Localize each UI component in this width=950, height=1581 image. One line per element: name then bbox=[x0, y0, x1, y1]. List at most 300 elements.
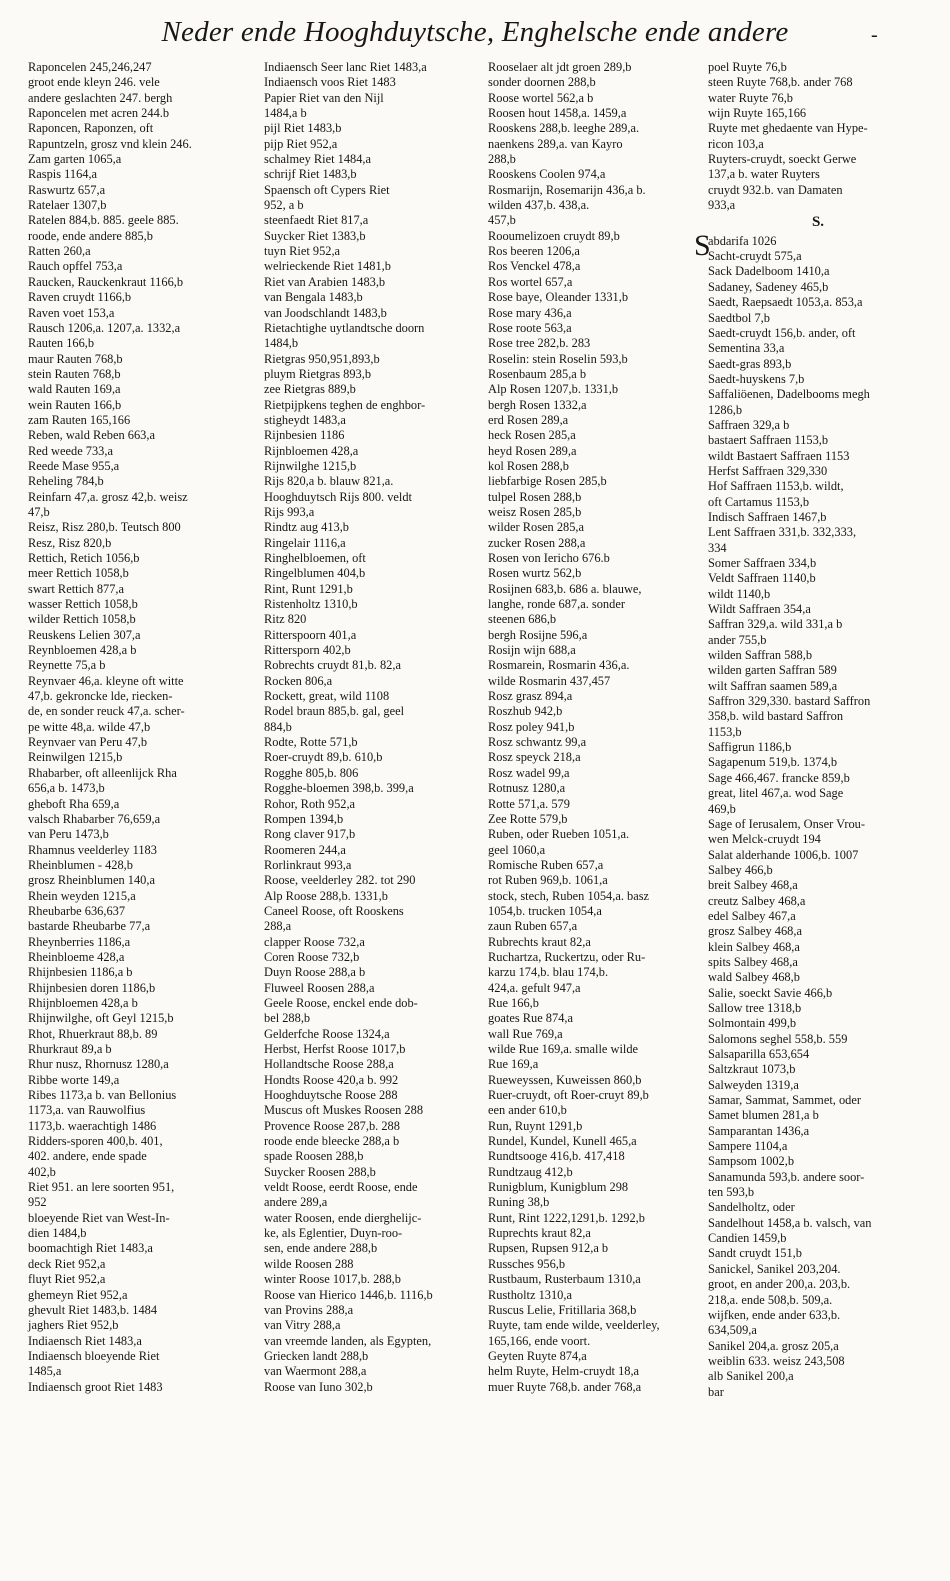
index-entry: Reinfarn 47,a. grosz 42,b. weisz bbox=[28, 489, 188, 504]
index-entry: Rooselaer alt jdt groen 289,b bbox=[488, 60, 632, 74]
index-entry: naenkens 289,a. van Kayro bbox=[488, 136, 623, 151]
index-entry: Rijnwilghe 1215,b bbox=[264, 458, 357, 473]
index-entry: Saffran 329,a. wild 331,a b bbox=[708, 617, 843, 632]
index-entry: de, en sonder reuck 47,a. scher- bbox=[28, 704, 185, 719]
index-entry: van vreemde landen, als Egypten, bbox=[264, 1333, 432, 1348]
index-entry: Sanamunda 593,b. andere soor- bbox=[708, 1169, 865, 1184]
index-entry: Run, Ruynt 1291,b bbox=[488, 1118, 583, 1133]
index-entry: Suycker Riet 1383,b bbox=[264, 228, 366, 243]
index-entry: Reisz, Risz 280,b. Teutsch 800 bbox=[28, 520, 181, 535]
index-entry: Ribbe worte 149,a bbox=[28, 1072, 120, 1087]
index-entry: tuyn Riet 952,a bbox=[264, 244, 341, 259]
index-entry: langhe, ronde 687,a. sonder bbox=[488, 597, 625, 612]
index-entry: Roer-cruydt 89,b. 610,b bbox=[264, 750, 383, 765]
index-entry: 1054,b. trucken 1054,a bbox=[488, 903, 602, 918]
index-entry: andere geslachten 247. bergh bbox=[28, 90, 173, 105]
index-entry: Ros beeren 1206,a bbox=[488, 244, 580, 259]
index-entry: Rodel braun 885,b. gal, geel bbox=[264, 704, 405, 719]
index-entry: Samar, Sammat, Sammet, oder bbox=[708, 1093, 861, 1108]
index-entry: Rijnbesien 1186 bbox=[264, 428, 345, 443]
index-entry: Ringhelbloemen, oft bbox=[264, 551, 366, 565]
index-entry: groot, en ander 200,a. 203,b. bbox=[708, 1277, 851, 1292]
index-entry: wildt 1140,b bbox=[708, 586, 771, 601]
index-entry: Sementina 33,a bbox=[708, 341, 785, 356]
index-entry: Rhur nusz, Rhornusz 1280,a bbox=[28, 1057, 169, 1072]
header-mark: - bbox=[871, 24, 878, 46]
index-entry: Salweyden 1319,a bbox=[708, 1077, 799, 1092]
index-entry: 402,b bbox=[28, 1164, 56, 1179]
index-entry: Rosen wurtz 562,b bbox=[488, 566, 582, 581]
index-entry: erd Rosen 289,a bbox=[488, 412, 569, 427]
index-entry: 218,a. ende 508,b. 509,a. bbox=[708, 1292, 833, 1307]
index-entry: Saffron 329,330. bastard Saffron bbox=[708, 694, 871, 709]
index-entry: Rittersporn 402,b bbox=[264, 643, 351, 658]
index-entry: Rundtsooge 416,b. 417,418 bbox=[488, 1149, 625, 1164]
index-entry: Hooghduytsche Roose 288 bbox=[264, 1088, 398, 1103]
index-entry: Rhijnwilghe, oft Geyl 1215,b bbox=[28, 1011, 174, 1026]
index-entry: Reinwilgen 1215,b bbox=[28, 750, 123, 765]
index-entry: Rompen 1394,b bbox=[264, 811, 344, 826]
index-entry: Saedt-gras 893,b bbox=[708, 356, 792, 371]
index-entry: Rijnbloemen 428,a bbox=[264, 443, 359, 458]
index-entry: klein Salbey 468,a bbox=[708, 939, 800, 954]
index-entry: Raspis 1164,a bbox=[28, 167, 98, 182]
index-entry: Candien 1459,b bbox=[708, 1231, 787, 1246]
index-entry: Roose, veelderley 282. tot 290 bbox=[264, 873, 416, 888]
index-entry: 1484,b bbox=[264, 336, 299, 351]
index-entry: Ratten 260,a bbox=[28, 244, 91, 259]
index-entry: clapper Roose 732,a bbox=[264, 934, 365, 949]
index-entry: bergh Rosen 1332,a bbox=[488, 397, 587, 412]
index-entry: Rhein weyden 1215,a bbox=[28, 888, 136, 903]
index-entry: Rotnusz 1280,a bbox=[488, 781, 566, 796]
index-entry: bel 288,b bbox=[264, 1011, 311, 1026]
index-entry: Rijs 993,a bbox=[264, 504, 315, 519]
index-entry: Zee Rotte 579,b bbox=[488, 811, 568, 826]
index-entry: welrieckende Riet 1481,b bbox=[264, 259, 391, 274]
index-entry: valsch Rhabarber 76,659,a bbox=[28, 811, 161, 826]
index-entry: 1153,b bbox=[708, 724, 742, 739]
index-entry: Ribes 1173,a b. van Bellonius bbox=[28, 1088, 177, 1103]
index-entry: Rapuntzeln, grosz vnd klein 246. bbox=[28, 136, 192, 151]
index-entry: wildt Bastaert Saffraen 1153 bbox=[708, 448, 850, 463]
index-entry: creutz Salbey 468,a bbox=[708, 893, 806, 908]
index-entry: Ros wortel 657,a bbox=[488, 274, 573, 289]
index-entry: Rue 169,a bbox=[488, 1057, 539, 1072]
index-entry: great, litel 467,a. wod Sage bbox=[708, 786, 844, 801]
index-entry: Saedt-huyskens 7,b bbox=[708, 371, 805, 386]
index-entry: stein Rauten 768,b bbox=[28, 366, 121, 381]
index-entry: ghemeyn Riet 952,a bbox=[28, 1287, 128, 1302]
index-entry: Rausch 1206,a. 1207,a. 1332,a bbox=[28, 320, 181, 335]
index-entry: Rhurkraut 89,a b bbox=[28, 1042, 112, 1056]
index-entry: zee Rietgras 889,b bbox=[264, 382, 356, 397]
index-entry: Rupsen, Rupsen 912,a b bbox=[488, 1241, 609, 1256]
index-entry: Fluweel Roosen 288,a bbox=[264, 980, 375, 995]
index-entry: ten 593,b bbox=[708, 1185, 755, 1200]
index-entry: bar bbox=[708, 1384, 724, 1399]
index-entry: 165,166, ende voort. bbox=[488, 1333, 591, 1348]
index-entry: Indiaensch Seer lanc Riet 1483,a bbox=[264, 60, 427, 74]
index-entry: Rocken 806,a bbox=[264, 673, 333, 688]
index-entry: schalmey Riet 1484,a bbox=[264, 152, 372, 167]
index-entry: maur Rauten 768,b bbox=[28, 351, 123, 366]
index-entry: muer Ruyte 768,b. ander 768,a bbox=[488, 1379, 642, 1394]
index-entry: Hooghduytsch Rijs 800. veldt bbox=[264, 489, 412, 504]
index-entry: Runing 38,b bbox=[488, 1195, 550, 1210]
index-entry: zam Rauten 165,166 bbox=[28, 412, 131, 427]
index-entry: groot ende kleyn 246. vele bbox=[28, 75, 160, 90]
index-entry: Resz, Risz 820,b bbox=[28, 535, 112, 550]
index-entry: ricon 103,a bbox=[708, 136, 764, 151]
index-entry: spade Roosen 288,b bbox=[264, 1149, 364, 1164]
index-entry: Salsaparilla 653,654 bbox=[708, 1047, 810, 1061]
index-entry: heck Rosen 285,a bbox=[488, 428, 576, 443]
index-entry: Indiaensch bloeyende Riet bbox=[28, 1348, 160, 1363]
index-entry: Indiaensch Riet 1483,a bbox=[28, 1333, 142, 1348]
index-entry: Somer Saffraen 334,b bbox=[708, 556, 817, 570]
index-entry: Hollandtsche Roose 288,a bbox=[264, 1057, 394, 1072]
index-entry: Rheubarbe 636,637 bbox=[28, 903, 126, 918]
index-entry: van Bengala 1483,b bbox=[264, 290, 363, 305]
index-entry: Geyten Ruyte 874,a bbox=[488, 1348, 587, 1363]
index-entry: Salbey 466,b bbox=[708, 862, 773, 877]
index-entry: ke, als Eglentier, Duyn-roo- bbox=[264, 1226, 403, 1241]
index-entry: Rooskens 288,b. leeghe 289,a. bbox=[488, 121, 640, 136]
index-column-2 bbox=[264, 60, 471, 1572]
index-entry: wilder Rettich 1058,b bbox=[28, 612, 136, 627]
index-entry: Raven voet 153,a bbox=[28, 305, 115, 320]
index-entry: Rohor, Roth 952,a bbox=[264, 796, 356, 811]
index-entry: Ruer-cruydt, oft Roer-cruyt 89,b bbox=[488, 1088, 649, 1103]
index-entry: water Ruyte 76,b bbox=[708, 90, 793, 105]
index-entry: Papier Riet van den Nijl bbox=[264, 90, 384, 105]
index-entry: Raponcelen 245,246,247 bbox=[28, 60, 152, 74]
index-entry: Saedt, Raepsaedt 1053,a. 853,a bbox=[708, 295, 863, 310]
index-entry: Rhijnbesien doren 1186,b bbox=[28, 980, 156, 995]
index-entry: Ros Venckel 478,a bbox=[488, 259, 581, 274]
index-entry: Sadaney, Sadeney 465,b bbox=[708, 279, 829, 294]
index-entry: Indisch Saffraen 1467,b bbox=[708, 509, 827, 524]
index-entry: dien 1484,b bbox=[28, 1226, 87, 1241]
index-entry: wilden Saffran 588,b bbox=[708, 648, 813, 663]
index-entry: Ruyte, tam ende wilde, veelderley, bbox=[488, 1318, 660, 1333]
index-entry: ghevult Riet 1483,b. 1484 bbox=[28, 1302, 158, 1317]
index-entry: bastaert Saffraen 1153,b bbox=[708, 433, 829, 448]
index-entry: Rietpijpkens teghen de enghbor- bbox=[264, 397, 426, 412]
index-entry: Rheynberries 1186,a bbox=[28, 934, 131, 949]
index-entry: Raswurtz 657,a bbox=[28, 182, 106, 197]
index-entry: Rosz speyck 218,a bbox=[488, 750, 581, 765]
index-entry: Ruben, oder Rueben 1051,a. bbox=[488, 827, 630, 842]
index-entry: Reynvaer van Peru 47,b bbox=[28, 735, 148, 750]
index-entry: Rauch opffel 753,a bbox=[28, 259, 123, 274]
index-entry: Sack Dadelboom 1410,a bbox=[708, 264, 830, 279]
index-entry: Runt, Rint 1222,1291,b. 1292,b bbox=[488, 1210, 645, 1225]
index-entry: geel 1060,a bbox=[488, 842, 546, 857]
index-entry: Rundtzaug 412,b bbox=[488, 1164, 573, 1179]
index-entry: Alp Rosen 1207,b. 1331,b bbox=[488, 382, 619, 397]
index-entry: alb Sanikel 200,a bbox=[708, 1369, 794, 1384]
index-entry: Rhijnbesien 1186,a b bbox=[28, 965, 133, 980]
index-entry: steen Ruyte 768,b. ander 768 bbox=[708, 75, 853, 90]
index-entry: Rietgras 950,951,893,b bbox=[264, 351, 380, 366]
index-entry: Rodte, Rotte 571,b bbox=[264, 735, 358, 750]
index-entry: Sallow tree 1318,b bbox=[708, 1000, 802, 1015]
index-entry: Provence Roose 287,b. 288 bbox=[264, 1118, 400, 1133]
index-entry: Reheling 784,b bbox=[28, 474, 104, 489]
index-entry: Raven cruydt 1166,b bbox=[28, 290, 132, 305]
index-entry: Ruprechts kraut 82,a bbox=[488, 1226, 591, 1241]
index-entry: van Waermont 288,a bbox=[264, 1364, 367, 1379]
index-entry: Rundel, Kundel, Kunell 465,a bbox=[488, 1134, 637, 1149]
index-entry: pe witte 48,a. wilde 47,b bbox=[28, 719, 151, 734]
index-entry: Herbst, Herfst Roose 1017,b bbox=[264, 1042, 406, 1056]
index-entry: Ritterspoorn 401,a bbox=[264, 627, 357, 642]
index-entry: Rosenbaum 285,a b bbox=[488, 366, 587, 381]
index-entry: 469,b bbox=[708, 801, 736, 816]
index-entry: Raucken, Rauckenkraut 1166,b bbox=[28, 274, 184, 289]
index-entry: Ratelaer 1307,b bbox=[28, 198, 107, 213]
index-entry: Saffigrun 1186,b bbox=[708, 740, 792, 755]
index-entry: grosz Salbey 468,a bbox=[708, 924, 802, 939]
index-entry: veldt Roose, eerdt Roose, ende bbox=[264, 1180, 418, 1195]
index-entry: Ringelair 1116,a bbox=[264, 535, 346, 550]
index-entry: gheboft Rha 659,a bbox=[28, 796, 120, 811]
index-entry: andere 289,a bbox=[264, 1195, 328, 1210]
index-entry: 952 bbox=[28, 1195, 47, 1210]
index-entry: Rhot, Rhuerkraut 88,b. 89 bbox=[28, 1026, 158, 1041]
index-entry: Rose roote 563,a bbox=[488, 320, 572, 335]
index-entry: Wildt Saffraen 354,a bbox=[708, 602, 811, 617]
index-entry: Rockett, great, wild 1108 bbox=[264, 689, 390, 704]
index-entry: Rueweyssen, Kuweissen 860,b bbox=[488, 1072, 642, 1087]
index-entry: Ruchartza, Ruckertzu, oder Ru- bbox=[488, 949, 646, 964]
index-entry: Rindtz aug 413,b bbox=[264, 520, 350, 535]
index-entry: pijl Riet 1483,b bbox=[264, 121, 342, 136]
index-entry: Spaensch oft Cypers Riet bbox=[264, 182, 390, 197]
index-entry: Caneel Roose, oft Rooskens bbox=[264, 903, 404, 918]
index-entry: Geele Roose, enckel ende dob- bbox=[264, 995, 418, 1010]
index-entry: schrijf Riet 1483,b bbox=[264, 167, 357, 182]
index-entry: 288,b bbox=[488, 152, 516, 167]
index-entry: sen, ende andere 288,b bbox=[264, 1241, 378, 1256]
index-entry: meer Rettich 1058,b bbox=[28, 566, 129, 581]
index-entry: Rustbaum, Rusterbaum 1310,a bbox=[488, 1272, 641, 1287]
index-entry: Saltzkraut 1073,b bbox=[708, 1062, 796, 1077]
index-entry: Sacht-cruydt 575,a bbox=[708, 249, 802, 264]
index-entry: Sandelhout 1458,a b. valsch, van bbox=[708, 1215, 872, 1230]
index-entry: Ratelen 884,b. 885. geele 885. bbox=[28, 213, 179, 228]
index-entry: wasser Rettich 1058,b bbox=[28, 597, 138, 612]
index-entry: wein Rauten 166,b bbox=[28, 397, 122, 412]
index-entry: Indiaensch groot Riet 1483 bbox=[28, 1379, 163, 1394]
index-entry: Saedt-cruydt 156,b. ander, oft bbox=[708, 325, 856, 340]
index-entry: van Provins 288,a bbox=[264, 1302, 354, 1317]
index-entry: Riet van Arabien 1483,b bbox=[264, 274, 386, 289]
index-entry: Salomons seghel 558,b. 559 bbox=[708, 1031, 848, 1046]
index-entry: Ritz 820 bbox=[264, 612, 307, 627]
index-entry: swart Rettich 877,a bbox=[28, 581, 125, 596]
index-entry: Ruscus Lelie, Fritillaria 368,b bbox=[488, 1302, 637, 1317]
index-entry: Roose van Hierico 1446,b. 1116,b bbox=[264, 1287, 433, 1302]
index-entry: Rotte 571,a. 579 bbox=[488, 796, 570, 811]
index-column-3 bbox=[488, 60, 696, 1572]
index-entry: Rubrechts kraut 82,a bbox=[488, 934, 591, 949]
index-entry: heyd Rosen 289,a bbox=[488, 443, 577, 458]
index-entry: Sandt cruydt 151,b bbox=[708, 1246, 802, 1261]
index-entry: wilden 437,b. 438,a. bbox=[488, 198, 590, 213]
index-entry: bastarde Rheubarbe 77,a bbox=[28, 919, 151, 934]
index-entry: stigheydt 1483,a bbox=[264, 412, 346, 427]
index-entry: Rosz schwantz 99,a bbox=[488, 735, 587, 750]
index-entry: 1173,a. van Rauwolfius bbox=[28, 1103, 146, 1118]
index-entry: Rettich, Retich 1056,b bbox=[28, 551, 140, 565]
index-entry: Ringelblumen 404,b bbox=[264, 566, 366, 581]
index-entry: Suycker Roosen 288,b bbox=[264, 1164, 376, 1179]
index-entry: Rosen von Iericho 676.b bbox=[488, 551, 610, 565]
index-entry: tulpel Rosen 288,b bbox=[488, 489, 582, 504]
index-entry: Roomeren 244,a bbox=[264, 842, 346, 857]
index-entry: Hof Saffraen 1153,b. wildt, bbox=[708, 479, 844, 494]
index-entry: Roosen hout 1458,a. 1459,a bbox=[488, 106, 627, 121]
index-entry: weisz Rosen 285,b bbox=[488, 504, 582, 519]
page-title: Neder ende Hooghduytsche, Enghelsche ende andere bbox=[161, 16, 789, 48]
index-entry: wilde Roosen 288 bbox=[264, 1256, 354, 1271]
index-entry: 1286,b bbox=[708, 402, 743, 417]
index-entry: cruydt 932.b. van Damaten bbox=[708, 182, 843, 197]
index-entry: Romische Ruben 657,a bbox=[488, 857, 604, 872]
index-entry: Herfst Saffraen 329,330 bbox=[708, 463, 828, 478]
index-entry: 137,a b. water Ruyters bbox=[708, 167, 820, 182]
index-entry: sonder doornen 288,b bbox=[488, 75, 596, 90]
index-entry: 1173,b. waerachtigh 1486 bbox=[28, 1118, 157, 1133]
index-entry: Rosz grasz 894,a bbox=[488, 689, 573, 704]
index-entry: Griecken landt 288,b bbox=[264, 1348, 369, 1363]
index-entry: ander 755,b bbox=[708, 632, 767, 647]
index-entry: Salie, soeckt Savie 466,b bbox=[708, 985, 833, 1000]
index-entry: kol Rosen 288,b bbox=[488, 458, 569, 473]
index-entry: wilde Rue 169,a. smalle wilde bbox=[488, 1042, 639, 1056]
index-entry: grosz Rheinblumen 140,a bbox=[28, 873, 155, 888]
index-entry: 952, a b bbox=[264, 198, 304, 213]
index-entry: 47,b. gekroncke lde, riecken- bbox=[28, 689, 173, 704]
index-entry: deck Riet 952,a bbox=[28, 1256, 106, 1271]
index-entry: helm Ruyte, Helm-cruydt 18,a bbox=[488, 1364, 640, 1379]
index-entry: Rosz poley 941,b bbox=[488, 719, 575, 734]
index-entry: fluyt Riet 952,a bbox=[28, 1272, 106, 1287]
index-entry: Duyn Roose 288,a b bbox=[264, 965, 366, 980]
index-entry: Saedtbol 7,b bbox=[708, 310, 770, 325]
index-entry: 933,a bbox=[708, 198, 736, 213]
index-entry: steenfaedt Riet 817,a bbox=[264, 213, 369, 228]
index-entry: Hondts Roose 420,a b. 992 bbox=[264, 1072, 399, 1087]
index-entry: Roose van Iuno 302,b bbox=[264, 1379, 373, 1394]
index-entry: Rogghe 805,b. 806 bbox=[264, 765, 359, 780]
index-entry: 47,b bbox=[28, 504, 50, 519]
index-entry: roode ende bleecke 288,a b bbox=[264, 1134, 400, 1149]
index-entry: wald Rauten 169,a bbox=[28, 382, 121, 397]
index-entry: Rose tree 282,b. 283 bbox=[488, 336, 591, 351]
index-column-1 bbox=[28, 60, 243, 1572]
index-entry: Rauten 166,b bbox=[28, 336, 95, 351]
index-entry: Roszhub 942,b bbox=[488, 704, 563, 719]
index-entry: Muscus oft Muskes Roosen 288 bbox=[264, 1103, 424, 1118]
index-entry: Sanikel 204,a. grosz 205,a bbox=[708, 1338, 839, 1353]
index-entry: spits Salbey 468,a bbox=[708, 954, 798, 969]
index-entry: Rosijn wijn 688,a bbox=[488, 643, 576, 658]
index-entry: Alp Roose 288,b. 1331,b bbox=[264, 888, 388, 903]
index-entry: Coren Roose 732,b bbox=[264, 949, 360, 964]
index-entry: bergh Rosijne 596,a bbox=[488, 627, 588, 642]
index-entry: Rosmarein, Rosmarin 436,a. bbox=[488, 658, 630, 673]
index-entry: Sampsom 1002,b bbox=[708, 1154, 795, 1169]
index-entry: Reynvaer 46,a. kleyne oft witte bbox=[28, 673, 184, 688]
index-entry: Rue 166,b bbox=[488, 995, 539, 1010]
index-entry: Samparantan 1436,a bbox=[708, 1123, 810, 1138]
index-entry: 424,a. gefult 947,a bbox=[488, 980, 581, 995]
index-entry: Rint, Runt 1291,b bbox=[264, 581, 353, 596]
index-entry: Rietachtighe uytlandtsche doorn bbox=[264, 320, 425, 335]
index-entry: Rosz wadel 99,a bbox=[488, 765, 570, 780]
index-entry: van Joodschlandt 1483,b bbox=[264, 305, 387, 320]
index-entry: roode, ende andere 885,b bbox=[28, 228, 153, 243]
index-entry: 1484,a b bbox=[264, 106, 307, 121]
index-entry: Salat alderhande 1006,b. 1007 bbox=[708, 847, 859, 862]
index-entry: Sage 466,467. francke 859,b bbox=[708, 770, 850, 785]
index-entry: goates Rue 874,a bbox=[488, 1011, 573, 1026]
index-entry: 634,509,a bbox=[708, 1323, 757, 1338]
index-entry: Veldt Saffraen 1140,b bbox=[708, 571, 816, 586]
index-entry: Reede Mase 955,a bbox=[28, 458, 120, 473]
index-entry: wall Rue 769,a bbox=[488, 1026, 563, 1041]
index-entry: steenen 686,b bbox=[488, 612, 557, 627]
index-entry: Runigblum, Kunigblum 298 bbox=[488, 1180, 629, 1195]
index-entry: Raponcen, Raponzen, oft bbox=[28, 121, 154, 136]
index-column-4 bbox=[694, 60, 928, 1572]
index-entry: wilden garten Saffran 589 bbox=[708, 663, 837, 678]
index-entry: 358,b. wild bastard Saffron bbox=[708, 709, 844, 724]
index-entry: oft Cartamus 1153,b bbox=[708, 494, 810, 509]
index-entry: Ridders-sporen 400,b. 401, bbox=[28, 1134, 163, 1149]
index-entry: Rijs 820,a b. blauw 821,a. bbox=[264, 474, 394, 489]
index-entry: 457,b bbox=[488, 213, 516, 228]
index-entry: breit Salbey 468,a bbox=[708, 878, 798, 893]
index-entry: Robrechts cruydt 81,b. 82,a bbox=[264, 658, 401, 673]
index-entry: water Roosen, ende dierghelijc- bbox=[264, 1210, 422, 1225]
index-entry: 656,a b. 1473,b bbox=[28, 781, 105, 796]
index-entry: edel Salbey 467,a bbox=[708, 908, 796, 923]
index-entry: Sagapenum 519,b. 1374,b bbox=[708, 755, 838, 770]
index-entry: Riet 951. an lere soorten 951, bbox=[28, 1180, 175, 1195]
index-entry: 288,a bbox=[264, 919, 292, 934]
index-entry: Roose wortel 562,a b bbox=[488, 90, 594, 105]
index-entry: Reben, wald Reben 663,a bbox=[28, 428, 155, 443]
index-entry: Zam garten 1065,a bbox=[28, 152, 122, 167]
index-entry: Indiaensch voos Riet 1483 bbox=[264, 75, 396, 90]
index-entry: van Peru 1473,b bbox=[28, 827, 109, 842]
index-entry: boomachtigh Riet 1483,a bbox=[28, 1241, 153, 1256]
index-entry: Rooskens Coolen 974,a bbox=[488, 167, 606, 182]
index-entry: bloeyende Riet van West-In- bbox=[28, 1210, 170, 1225]
index-entry: Rogghe-bloemen 398,b. 399,a bbox=[264, 781, 414, 796]
index-entry: Solmontain 499,b bbox=[708, 1016, 797, 1031]
index-entry: Saffraen 329,a b bbox=[708, 417, 790, 432]
index-entry: 1485,a bbox=[28, 1364, 62, 1379]
index-entry: 402. andere, ende spade bbox=[28, 1149, 147, 1164]
index-entry: Saffaliöenen, Dadelbooms megh bbox=[708, 387, 870, 402]
index-entry: Rhamnus veelderley 1183 bbox=[28, 842, 157, 857]
